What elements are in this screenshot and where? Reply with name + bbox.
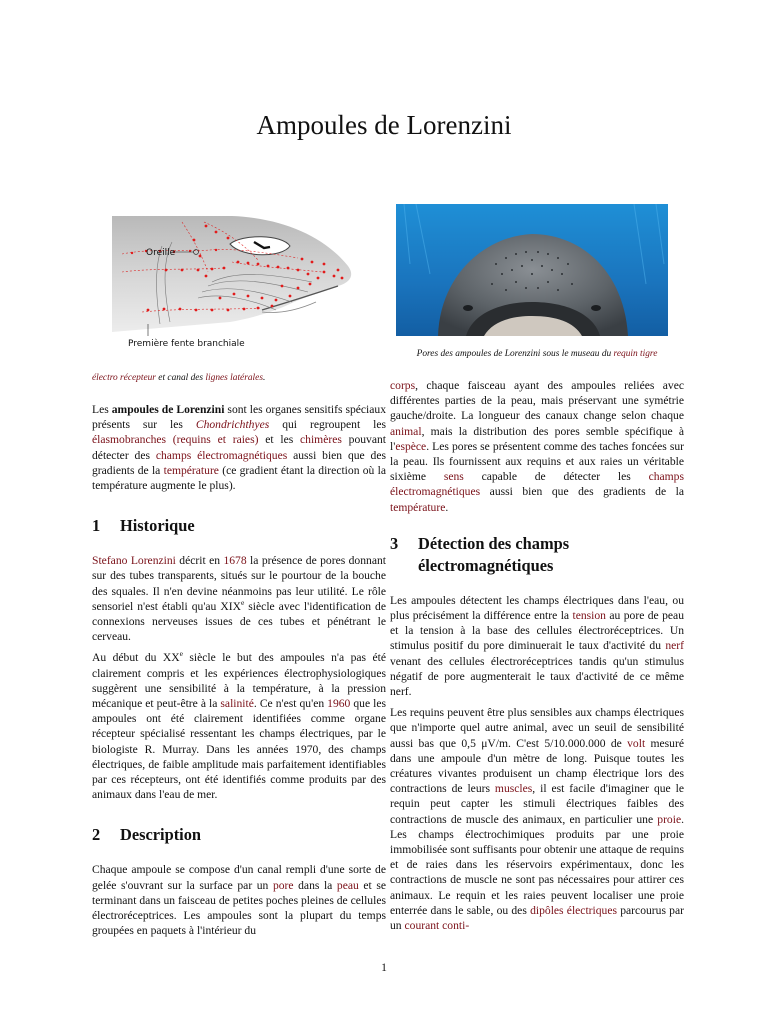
link-temperature[interactable]: température	[163, 463, 219, 477]
section-heading-description	[92, 824, 386, 846]
text: et les	[258, 433, 301, 447]
link-espece[interactable]: espèce	[395, 439, 427, 453]
tiger-shark-snout-photo	[396, 204, 668, 336]
link-chondrichthyes[interactable]: Chondrichthyes	[195, 418, 270, 432]
caption-link-electroreceptor[interactable]: électro récepteur	[92, 373, 156, 383]
text: Les ampoules détectent les champs électriques dans l'eau, ou plus précisément la différence entre la	[390, 593, 684, 623]
caption-text: et canal des	[155, 373, 206, 383]
link-corps[interactable]: corps	[390, 379, 416, 392]
text: , il est facile d'imaginer que le requin peut capter les stimuli électriques faibles des contractions de muscle des animaux, en particulier une	[390, 782, 684, 826]
historique-paragraph-1	[92, 553, 386, 644]
text: Les requins peuvent être plus sensibles aux champs électriques que n'importe quel autre animal, avec un seuil de sensibilité aussi bas que 0,5 μV/m. C'est 5/10.000.000 de	[390, 706, 684, 750]
text: Chaque ampoule se compose d'un canal rempli d'une sorte de gelée s'ouvrant sur la surface par un	[92, 863, 386, 892]
detection-paragraph-1	[390, 593, 684, 699]
text: pouvant détecter des	[92, 433, 386, 462]
text: décrit en	[175, 554, 224, 568]
section-heading-detection	[390, 533, 684, 577]
text: , mais la distribution des pores semble spécifique à l'	[390, 424, 684, 453]
text: aussi bien que des gradients de la	[92, 448, 386, 477]
link-animal[interactable]: animal	[390, 424, 422, 438]
link-elasmobranches[interactable]: élasmobranches (requins et raies)	[92, 433, 259, 447]
caption-text: .	[262, 373, 266, 383]
text: capable de détecter les	[463, 470, 649, 484]
caption-link-lateral-lines[interactable]: lignes latérales	[205, 373, 263, 383]
text: mesuré dans une ampoule d'un mètre de long. Puisque toutes les créatures vivantes produisent un champ électrique lors des contractions de leurs	[390, 736, 684, 796]
link-peau[interactable]: peau	[336, 878, 359, 892]
link-1678[interactable]: 1678	[223, 554, 247, 568]
page-number: 1	[381, 961, 387, 974]
page-title: Ampoules de Lorenzini	[256, 110, 512, 140]
text: dans la	[293, 878, 337, 892]
text: qui regroupent les	[269, 418, 386, 432]
gill-slit-label: Première fente branchiale	[128, 339, 245, 348]
link-champs-electromagnetiques-2[interactable]: champs électromagnétiques	[390, 470, 684, 499]
link-sens[interactable]: sens	[443, 470, 464, 484]
section-title: Détection des champs électromagnétiques	[418, 533, 570, 575]
historique-paragraph-2	[92, 650, 386, 802]
text: venant des cellules électroréceptrices tandis qu'un stimulus négatif de pore augmenterait le taux d'activité de ce même nerf.	[390, 654, 684, 699]
text: que les ampoules ont été clairement identifiées comme organe récepteur spécialisé ressentant les champs électriques, par le biologiste R. Murray. Dans les années 1970, des champs électriques, de faible amplitude mais parfaitement identifiables par ces récepteurs, ont été identifiés comme produits par des animaux dans l'eau de mer.	[92, 697, 387, 802]
link-stefano-lorenzini[interactable]: Stefano Lorenzini	[92, 554, 176, 568]
text: . Ce n'est qu'en	[253, 697, 328, 711]
link-pore[interactable]: pore	[272, 878, 294, 892]
text: , chaque faisceau ayant des ampoules reliées avec différentes parties de la peau, mais préservant une symétrie gauche/droite. La longueur des canaux change selon chaque	[390, 379, 684, 423]
section-number: 1	[92, 516, 101, 536]
description-paragraph-start	[92, 862, 386, 938]
text: sont les organes sensitifs spéciaux présents sur les	[92, 403, 387, 432]
text: et se terminant dans un faisceau de petites poches pleines de cellules électroréceptrices. Les ampoules sont la plupart du temps groupées en paquets à l'intérieur du	[92, 878, 386, 938]
figure-right-caption	[390, 348, 684, 360]
text: (ce gradient étant la direction où la température augmente le plus).	[92, 463, 386, 493]
text: parcourus par un	[390, 903, 684, 933]
link-tension[interactable]: tension	[572, 609, 606, 623]
superscript: e	[240, 597, 245, 607]
link-1960[interactable]: 1960	[327, 697, 351, 711]
link-proie[interactable]: proie	[657, 812, 682, 826]
intro-paragraph	[92, 402, 386, 493]
text: .	[445, 500, 449, 514]
shark-head-diagram	[112, 212, 358, 348]
link-dipoles-electriques[interactable]: dipôles électriques	[530, 903, 618, 917]
description-paragraph-continued	[390, 378, 684, 515]
text: . Les champs électrochimiques produits par une proie immobilisée sont suffisants pour obtenir une attaque de requins et de raies dans les réservoirs expérimentaux, donc les contractions de muscle ne sont pas nécessaires pour attirer ces animaux. Le requin et les raies peuvent localiser une proie enterrée dans le sable, ou des	[390, 812, 684, 917]
bold-term: ampoules de Lorenzini	[111, 403, 225, 416]
link-champs-electromagnetiques[interactable]: champs électromagnétiques	[155, 448, 288, 462]
text: la présence de pores donnant sur des tubes transparents, situés sur le pourtour de la bouche des squales. Il n'en devine néanmoins pas leur utilité. Le rôle sensoriel n'est établi qu'au XIX	[92, 554, 386, 613]
link-volt[interactable]: volt	[627, 736, 646, 750]
caption-text: Pores des ampoules de Lorenzini sous le museau du	[416, 349, 614, 359]
link-salinite[interactable]: salinité	[220, 697, 254, 711]
section-number: 2	[92, 825, 101, 845]
link-chimeres[interactable]: chimères	[300, 433, 342, 447]
text: siècle le but des ampoules n'a pas été clairement compris et les expériences électrophysiologiques suggèrent une sensibilité à la température, à la pression mécanique et peut-être à la	[92, 651, 386, 711]
link-muscles[interactable]: muscles	[494, 782, 533, 796]
text: au pore de peau et la tension à la base des cellules électroréceptrices. Un stimulus positif du pore diminuerait le taux d'activité du	[390, 609, 684, 653]
text: aussi bien que des gradients de la	[480, 485, 684, 499]
text: Les	[92, 403, 112, 416]
text: siècle avec l'identification de connexions nerveuses issues de ces tubes et pénétrant le cerveau.	[92, 599, 386, 644]
link-courant-continu[interactable]: courant conti-	[404, 919, 470, 933]
link-temperature-2[interactable]: température	[390, 500, 446, 514]
right-column	[390, 204, 684, 939]
section-title: Historique	[120, 516, 195, 536]
text: Au début du XX	[92, 651, 180, 665]
superscript: e	[179, 649, 183, 659]
section-title: Description	[120, 825, 202, 845]
ear-label: Oreille	[146, 248, 176, 258]
section-heading-historique	[92, 515, 386, 537]
detection-paragraph-2	[390, 705, 684, 933]
text: . Les pores se présentent comme des taches foncées sur la peau. Ils fournissent aux requins et aux raies un véritable sixième	[390, 439, 684, 484]
caption-link-requin-tigre[interactable]: requin tigre	[613, 349, 658, 359]
figure-left-caption	[92, 372, 386, 384]
section-number: 3	[390, 533, 399, 553]
link-nerf[interactable]: nerf	[665, 639, 684, 653]
left-column	[92, 212, 386, 944]
